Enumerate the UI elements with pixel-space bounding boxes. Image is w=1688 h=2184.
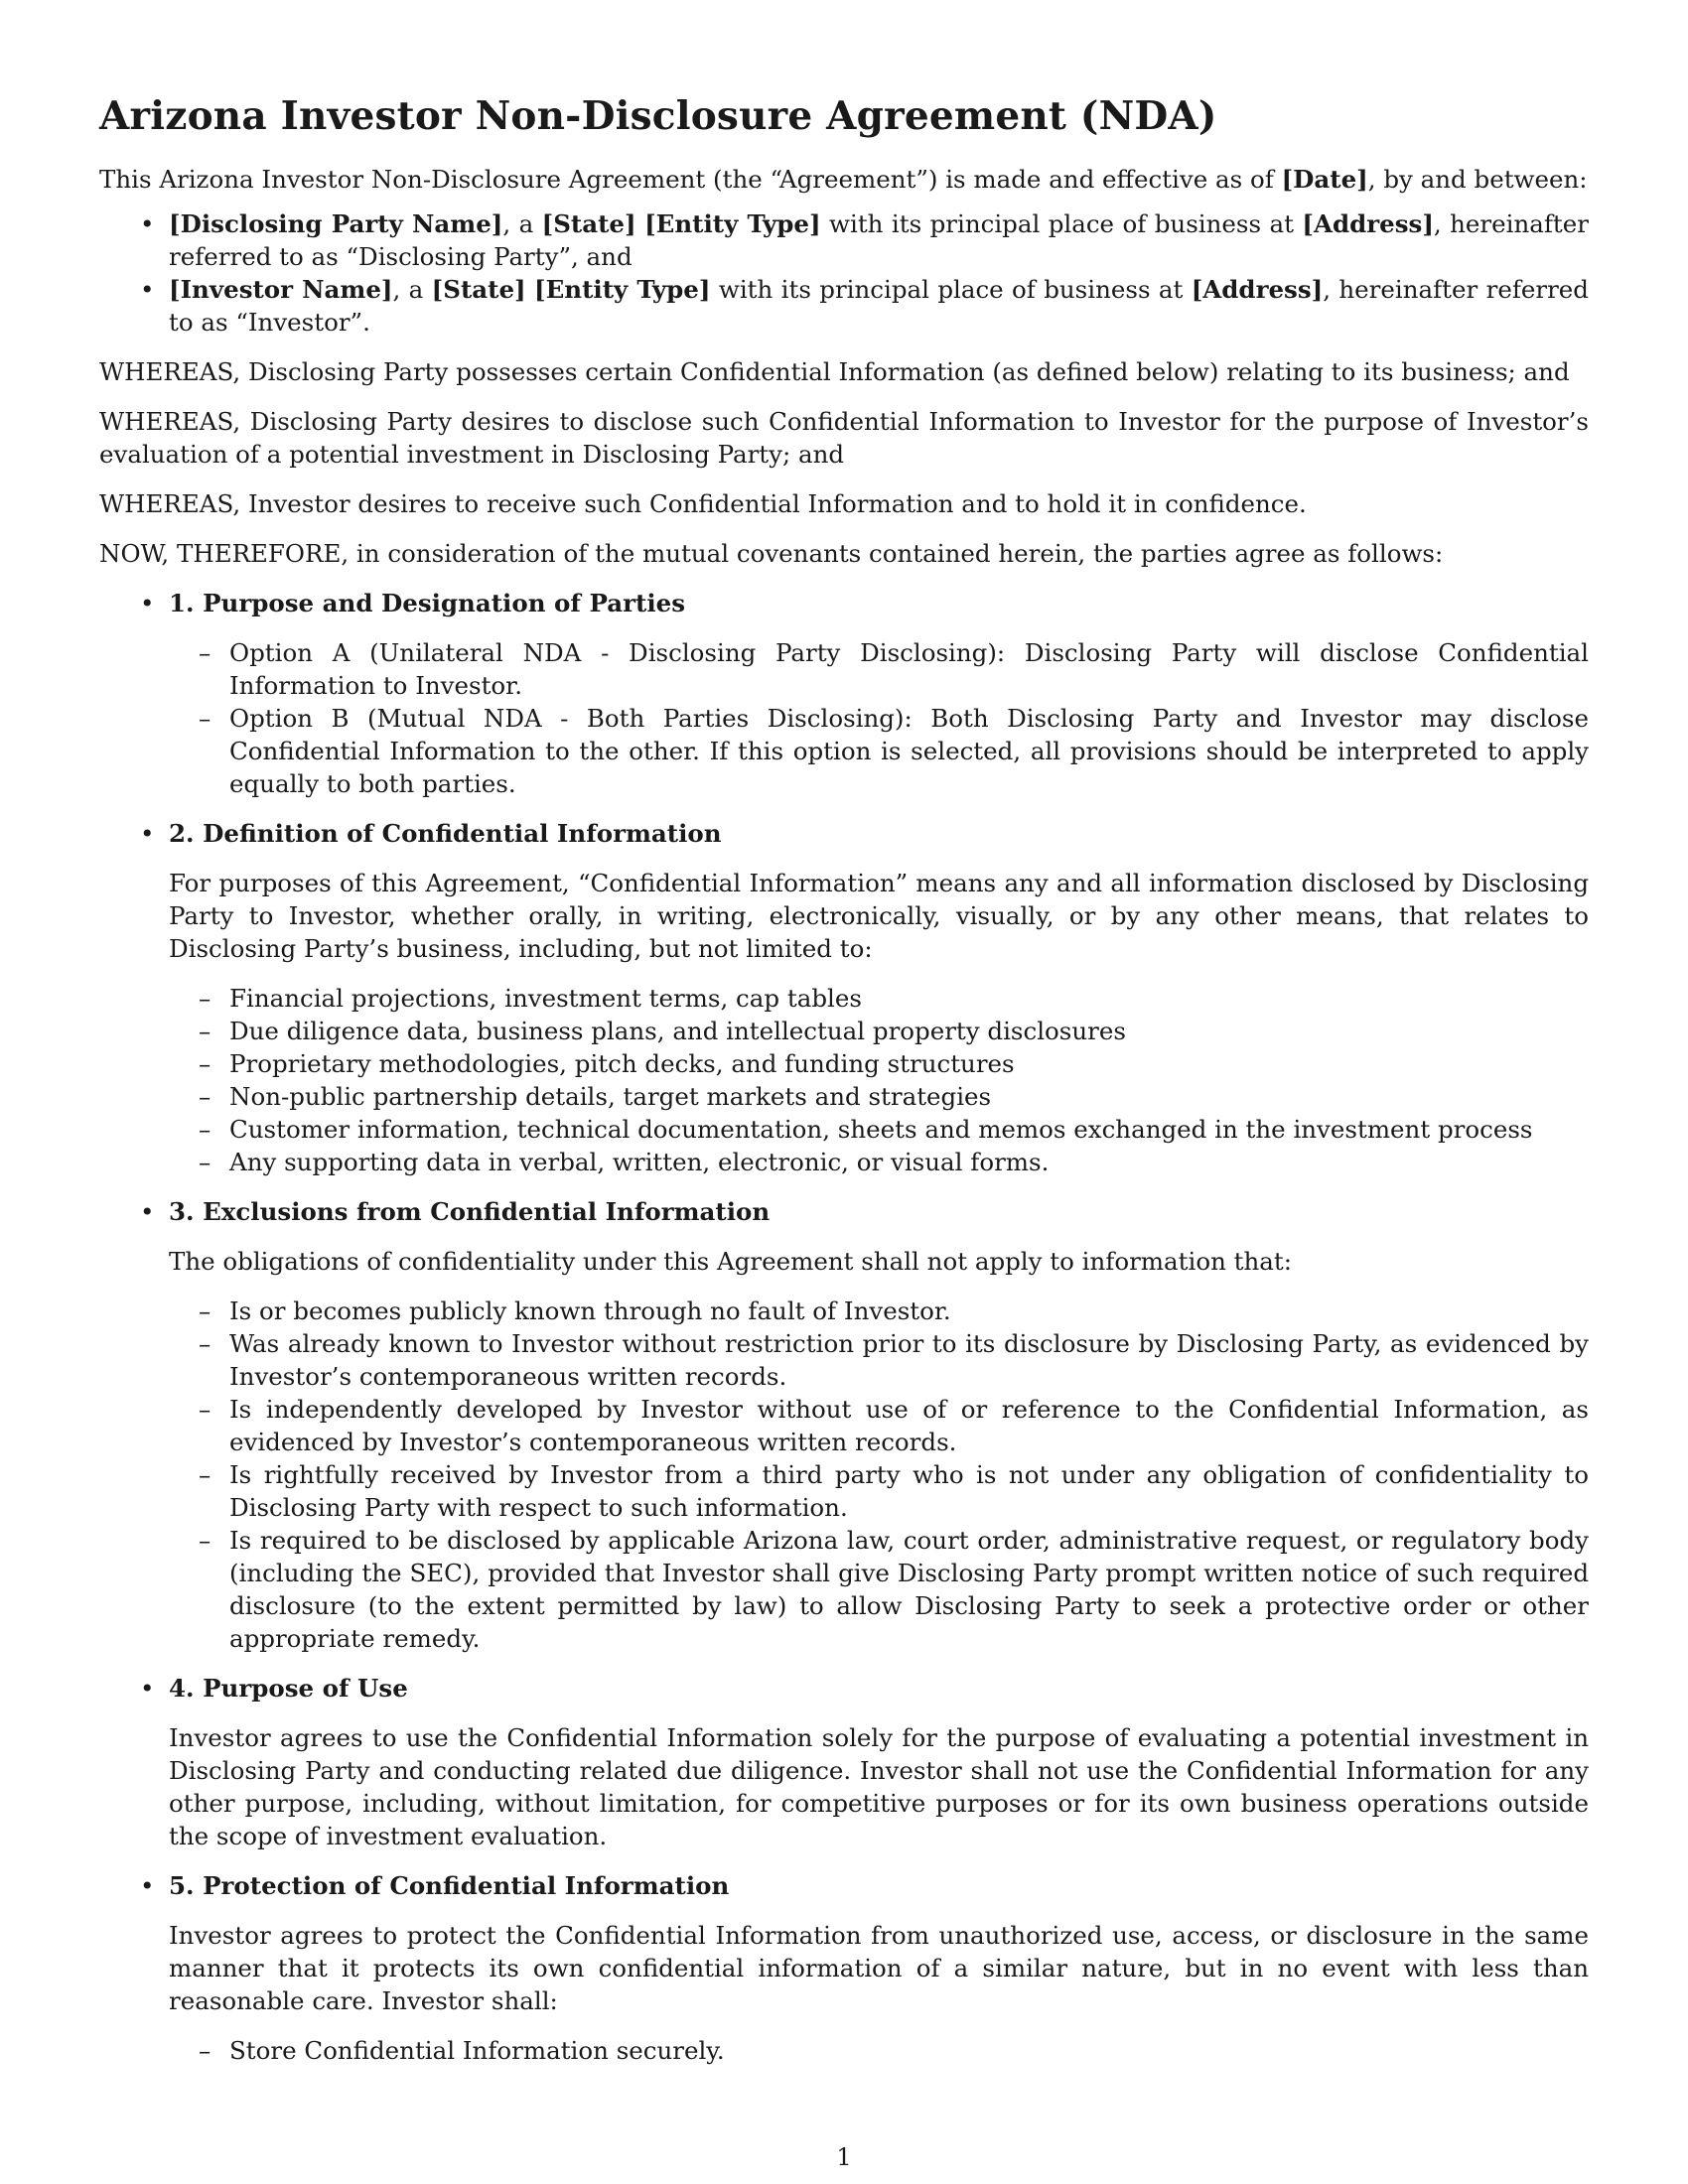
section-3: • 3. Exclusions from Confidential Information The obligations of confidentiality under this Agreement shall not apply to information that: – Is or becomes publicly known through no fault of Investor. – Was already known to Investor without restriction prior to its disclosure by Disclosing Party, as evidenced by Investor’s contemporaneous written records. – Is independently developed by Investor without use of or reference to the Confidential Information, as evidenced by Investor’s contemporaneous written records. – Is rightfully received by Investor from a third party who is not under any obligation of confidentiality to Disclosing Party with respect to such information. – Is required to be disclosed by applicable Arizona law, court order, administrative request, or regulatory body (including the SEC), provided that Investor shall give Disclosing Party prompt written notice of such required disclosure (to the extent permitted by law) to allow Disclosing Party to seek a protective order or other appropriate remedy. — [99, 1195, 1589, 1655]
section-3-list — [169, 1295, 1589, 1655]
date-placeholder: [Date] — [1281, 165, 1368, 194]
recital-1: WHEREAS, Disclosing Party possesses certain Confidential Information (as defined below) relating to its business; and — [99, 357, 1570, 386]
section-5-list — [169, 2034, 1589, 2067]
party-investor: • [Investor Name], a [State] [Entity Type] with its principal place of business at [Address], hereinafter referred to as “Investor”. — [99, 273, 1589, 339]
list-item: – Customer information, technical documentation, sheets and memos exchanged in the investment process — [169, 1113, 1589, 1146]
page-number: 1 — [836, 2143, 852, 2171]
section-2-list — [169, 982, 1589, 1178]
recital-now-therefore: NOW, THEREFORE, in consideration of the mutual covenants contained herein, the parties agree as follows: — [99, 539, 1444, 568]
section-heading: 2. Definition of Confidential Information — [169, 819, 722, 848]
list-item: – Financial projections, investment terms, cap tables — [169, 982, 1589, 1015]
document-page — [99, 87, 1589, 2067]
list-item: – Is independently developed by Investor without use of or reference to the Confidential Information, as evidenced by Investor’s contemporaneous written records. — [169, 1393, 1589, 1458]
list-item: – Option B (Mutual NDA - Both Parties Disclosing): Both Disclosing Party and Investor may disclose Confidential Information to the other. If this option is selected, all provisions should be interpreted to apply equally to both parties. — [169, 702, 1589, 800]
section-body: For purposes of this Agreement, “Confidential Information” means any and all information disclosed by Disclosing Party to Investor, whether orally, in writing, electronically, visually, or by any other means, that relates to Disclosing Party’s business, including, but not limited to: — [169, 869, 1589, 963]
party-disclosing: • [Disclosing Party Name], a [State] [Entity Type] with its principal place of business at [Address], hereinafter referred to as “Disclosing Party”, and — [99, 207, 1589, 273]
list-item: – Due diligence data, business plans, and intellectual property disclosures — [169, 1015, 1589, 1047]
list-item: – Option A (Unilateral NDA - Disclosing Party Disclosing): Disclosing Party will disclose Confidential Information to Investor. — [169, 636, 1589, 702]
list-item: – Proprietary methodologies, pitch decks, and funding structures — [169, 1047, 1589, 1080]
section-body: Investor agrees to protect the Confidential Information from unauthorized use, access, or disclosure in the same manner that it protects its own confidential information of a similar nature, but in no event with less than reasonable care. Investor shall: — [169, 1921, 1589, 2015]
section-heading: 4. Purpose of Use — [169, 1674, 408, 1703]
intro-paragraph: This Arizona Investor Non-Disclosure Agreement (the “Agreement”) is made and effective as of [Date], by and between: — [99, 165, 1588, 194]
section-heading: 3. Exclusions from Confidential Information — [169, 1197, 771, 1226]
parties-list — [99, 207, 1589, 339]
list-item: – Is rightfully received by Investor from a third party who is not under any obligation of confidentiality to Disclosing Party with respect to such information. — [169, 1458, 1589, 1524]
section-body: The obligations of confidentiality under this Agreement shall not apply to information that: — [169, 1247, 1292, 1276]
list-item: – Store Confidential Information securely. — [169, 2034, 1589, 2067]
section-1-list — [169, 636, 1589, 800]
list-item: – Non-public partnership details, target markets and strategies — [169, 1080, 1589, 1113]
recital-2: WHEREAS, Disclosing Party desires to disclose such Confidential Information to Investor for the purpose of Investor’s evaluation of a potential investment in Disclosing Party; and — [99, 407, 1589, 469]
section-heading: 5. Protection of Confidential Information — [169, 1871, 730, 1900]
section-1: • 1. Purpose and Designation of Parties – Option A (Unilateral NDA - Disclosing Party Disclosing): Disclosing Party will disclose Confidential Information to Investor. – Option B (Mutual NDA - Both Parties Disclosing): Both Disclosing Party and Investor may disclose Confidential Information to the other. If this option is selected, all provisions should be interpreted to apply equally to both parties. — [99, 587, 1589, 800]
section-4: • 4. Purpose of Use Investor agrees to use the Confidential Information solely for the purpose of evaluating a potential investment in Disclosing Party and conducting related due diligence. Investor shall not use the Confidential Information for any other purpose, including, without limitation, for competitive purposes or for its own business operations outside the scope of investment evaluation. — [140, 1674, 1589, 1850]
section-body: Investor agrees to use the Confidential Information solely for the purpose of evaluating a potential investment in Disclosing Party and conducting related due diligence. Investor shall not use the Confidential Information for any other purpose, including, without limitation, for competitive purposes or for its own business operations outside the scope of investment evaluation. — [169, 1723, 1589, 1850]
document-title: Arizona Investor Non-Disclosure Agreement (NDA) — [99, 93, 1217, 139]
list-item: – Was already known to Investor without restriction prior to its disclosure by Disclosing Party, as evidenced by Investor’s contemporaneous written records. — [169, 1327, 1589, 1393]
list-item: – Is or becomes publicly known through no fault of Investor. — [169, 1295, 1589, 1327]
list-item: – Is required to be disclosed by applicable Arizona law, court order, administrative request, or regulatory body (including the SEC), provided that Investor shall give Disclosing Party prompt written notice of such required disclosure (to the extent permitted by law) to allow Disclosing Party to seek a protective order or other appropriate remedy. — [169, 1524, 1589, 1655]
section-5: • 5. Protection of Confidential Information Investor agrees to protect the Confidential Information from unauthorized use, access, or disclosure in the same manner that it protects its own confidential information of a similar nature, but in no event with less than reasonable care. Investor shall: – Store Confidential Information securely. — [99, 1869, 1589, 2067]
list-item: – Any supporting data in verbal, written, electronic, or visual forms. — [169, 1146, 1589, 1178]
recital-3: WHEREAS, Investor desires to receive such Confidential Information and to hold it in confidence. — [99, 489, 1307, 518]
section-2: • 2. Definition of Confidential Information For purposes of this Agreement, “Confidential Information” means any and all information disclosed by Disclosing Party to Investor, whether orally, in writing, electronically, visually, or by any other means, that relates to Disclosing Party’s business, including, but not limited to: – Financial projections, investment terms, cap tables – Due diligence data, business plans, and intellectual property disclosures – Proprietary methodologies, pitch decks, and funding structures – Non-public partnership details, target markets and strategies – Customer information, technical documentation, sheets and memos exchanged in the investment process – Any supporting data in verbal, written, electronic, or visual forms. — [99, 817, 1589, 1178]
section-heading: 1. Purpose and Designation of Parties — [169, 589, 686, 617]
